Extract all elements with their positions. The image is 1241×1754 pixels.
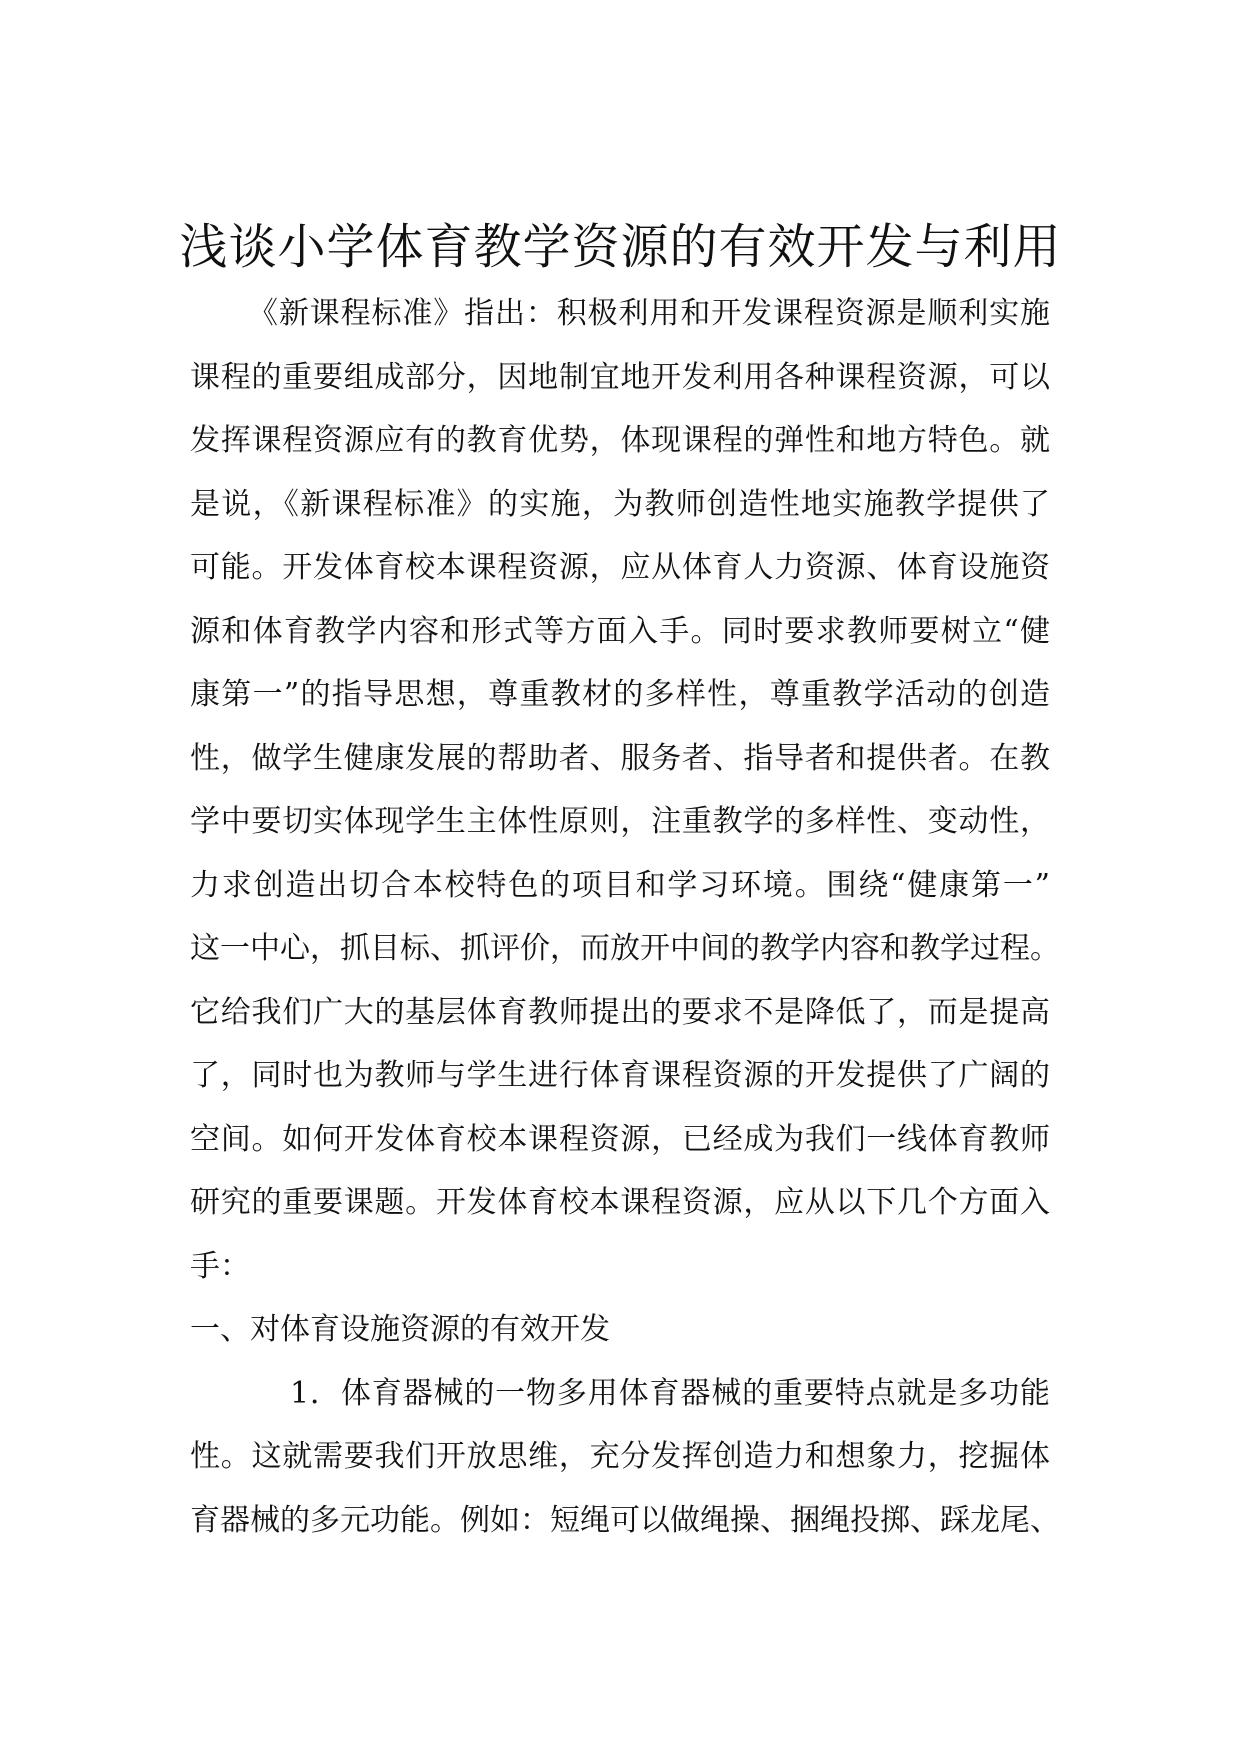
paragraph-line: 课程的重要组成部分，因地制宜地开发利用各种课程资源，可以	[190, 359, 1050, 395]
paragraph-line: 性。这就需要我们开放思维，充分发挥创造力和想象力，挖掘体	[190, 1439, 1050, 1474]
paragraph-line: 了，同时也为教师与学生进行体育课程资源的开发提供了广阔的	[190, 1058, 1050, 1093]
paragraph-line: 性，做学生健康发展的帮助者、服务者、指导者和提供者。在教	[190, 740, 1050, 776]
paragraph-line: 是说，《新课程标准》的实施，为教师创造性地实施教学提供了	[190, 486, 1050, 522]
paragraph-line: 源和体育教学内容和形式等方面入手。同时要求教师要树立“健	[190, 613, 1050, 649]
paragraph-line: 育器械的多元功能。例如：短绳可以做绳操、捆绳投掷、踩龙尾、	[190, 1502, 1060, 1538]
paragraph-line: 康第一”的指导思想，尊重教材的多样性，尊重教学活动的创造	[190, 677, 1050, 712]
paragraph-line: 发挥课程资源应有的教育优势，体现课程的弹性和地方特色。就	[190, 423, 1050, 458]
paragraph-line: 《新课程标准》指出：积极利用和开发课程资源是顺利实施	[248, 296, 1050, 331]
paragraph-line: 研究的重要课题。开发体育校本课程资源，应从以下几个方面入	[190, 1185, 1050, 1220]
paragraph-line: 学中要切实体现学生主体性原则，注重教学的多样性、变动性，	[190, 804, 1050, 839]
paragraph-line: 这一中心，抓目标、抓评价，而放开中间的教学内容和教学过程。	[190, 931, 1060, 966]
document-body	[190, 282, 1060, 1552]
paragraph-line: 可能。开发体育校本课程资源，应从体育人力资源、体育设施资	[190, 550, 1050, 585]
document-title: 浅谈小学体育教学资源的有效开发与利用	[179, 219, 1062, 275]
paragraph-line: 它给我们广大的基层体育教师提出的要求不是降低了，而是提高	[190, 994, 1050, 1030]
paragraph-line: 力求创造出切合本校特色的项目和学习环境。围绕“健康第一”	[190, 867, 1050, 903]
paragraph-line: 空间。如何开发体育校本课程资源，已经成为我们一线体育教师	[190, 1121, 1050, 1157]
paragraph-line: 手：	[190, 1248, 250, 1284]
section-heading: 一、对体育设施资源的有效开发	[190, 1312, 610, 1347]
paragraph-line: 1．体育器械的一物多用体育器械的重要特点就是多功能	[290, 1375, 1050, 1411]
